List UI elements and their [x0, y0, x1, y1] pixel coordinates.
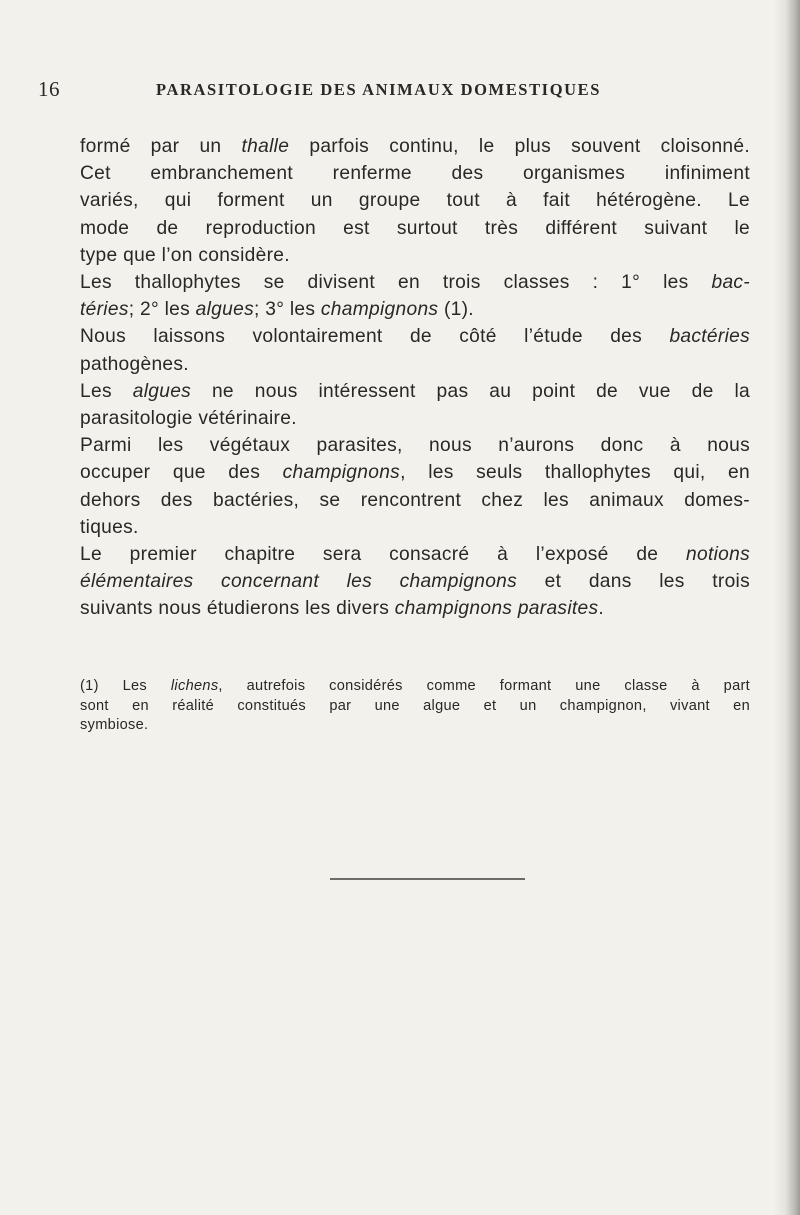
text-line: tiques.: [80, 516, 139, 538]
text-line: [80, 323, 750, 350]
text-span: ; 2° les: [128, 299, 196, 321]
paragraph-2: [80, 269, 750, 323]
italic-term: bactéries: [669, 326, 750, 348]
footnote-line: symbiose.: [80, 717, 149, 734]
text-line: Cet embranchement renferme des organismes infiniment: [80, 163, 750, 185]
text-line: [80, 133, 750, 160]
running-title: PARASITOLOGIE DES ANIMAUX DOMESTIQUES: [156, 80, 602, 99]
text-span: , autrefois considérés comme formant une classe à part: [218, 678, 750, 694]
text-line: Parmi les végétaux parasites, nous n’aurons donc à nous: [80, 435, 750, 457]
italic-term: élémentaires concernant les champignons: [80, 571, 518, 593]
text-line: [80, 459, 750, 486]
italic-term: algues: [195, 299, 254, 321]
text-line: mode de reproduction est surtout très différent suivant le: [80, 217, 750, 239]
body-text: [80, 133, 750, 623]
text-line: parasitologie vétérinaire.: [80, 408, 297, 430]
text-span: Le premier chapitre sera consacré à l’exposé de: [80, 544, 687, 566]
paragraph-5: [80, 432, 750, 541]
text-span: parfois continu, le plus souvent cloisonné.: [289, 136, 750, 157]
page-edge-shadow: [774, 0, 800, 1215]
italic-term: notions: [686, 544, 750, 566]
italic-term: champignons: [320, 299, 439, 321]
paragraph-3: [80, 323, 750, 377]
text-span: .: [598, 598, 605, 620]
text-span: , les seuls thallophytes qui, en: [400, 462, 750, 484]
text-span: suivants nous étudierons les divers: [80, 598, 395, 620]
italic-term: champignons: [282, 462, 401, 484]
end-rule: [330, 878, 525, 880]
footnote-line: [80, 677, 750, 697]
text-line: [80, 541, 750, 568]
text-span: (1).: [438, 299, 474, 321]
text-span: ne nous intéressent pas au point de vue de la: [191, 380, 751, 402]
page-number: 16: [38, 77, 60, 101]
text-span: et dans les trois: [517, 571, 750, 593]
text-span: occuper que des: [80, 462, 283, 484]
paragraph-6: [80, 541, 750, 623]
text-span: ; 3° les: [253, 299, 321, 321]
text-line: pathogènes.: [80, 353, 189, 375]
text-span: Les: [80, 380, 133, 402]
footnote-line: sont en réalité constitués par une algue et un champignon, vivant en: [80, 697, 750, 714]
italic-term: lichens: [170, 678, 219, 694]
text-line: variés, qui forment un groupe tout à fait hétérogène. Le: [80, 190, 750, 212]
text-line: [80, 296, 750, 323]
text-line: [80, 378, 750, 405]
text-span: Les thallophytes se divisent en trois classes : 1° les: [80, 272, 712, 294]
italic-term: champignons parasites: [394, 598, 599, 620]
italic-term: bac-: [711, 272, 750, 294]
italic-term: algues: [132, 380, 192, 402]
text-line: type que l’on considère.: [80, 244, 290, 266]
text-line: [80, 568, 750, 595]
footnote: [80, 677, 750, 736]
text-line: [80, 269, 750, 296]
italic-term: thalle: [241, 136, 290, 157]
italic-term: téries: [80, 299, 129, 321]
paragraph-4: [80, 378, 750, 432]
text-line: [80, 595, 750, 622]
text-line: dehors des bactéries, se rencontrent chez les animaux domes-: [80, 489, 750, 511]
paragraph-1: [80, 133, 750, 269]
text-span: (1) Les: [80, 678, 171, 694]
text-span: Nous laissons volontairement de côté l’étude des: [80, 326, 670, 348]
text-span: formé par un: [80, 136, 242, 157]
